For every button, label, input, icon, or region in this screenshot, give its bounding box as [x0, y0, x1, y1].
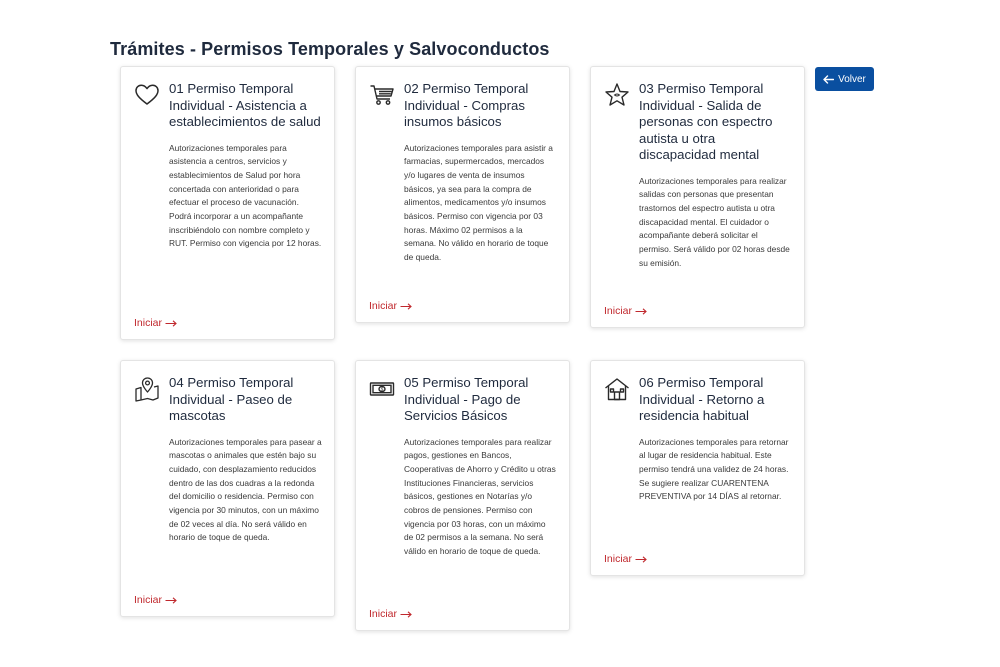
start-link-label: Iniciar	[369, 300, 398, 312]
permit-card-shopping	[355, 66, 570, 323]
permit-card-return-home	[590, 360, 805, 576]
start-link[interactable]	[604, 553, 647, 565]
arrow-right-icon	[400, 611, 412, 618]
start-link-label: Iniciar	[604, 305, 633, 317]
permit-card-payments	[355, 360, 570, 631]
start-link-label: Iniciar	[134, 317, 163, 329]
start-link[interactable]	[369, 300, 412, 312]
card-title: 03 Permiso Temporal Individual - Salida de personas con espectro autista u otra discapacidad mental	[639, 81, 773, 162]
card-title: 04 Permiso Temporal Individual - Paseo de mascotas	[169, 375, 294, 423]
permit-card-pets	[120, 360, 335, 617]
back-button[interactable]	[815, 67, 874, 91]
puzzle-star-icon	[604, 82, 630, 108]
banknote-icon	[369, 376, 395, 402]
arrow-right-icon	[635, 308, 647, 315]
permit-card-autism	[590, 66, 805, 328]
card-title: 05 Permiso Temporal Individual - Pago de Servicios Básicos	[404, 375, 529, 423]
start-link[interactable]	[369, 608, 412, 620]
card-description: Autorizaciones temporales para asistir a farmacias, supermercados, mercados y/o lugares de venta de insumos básicos, ya sea para la compra de alimentos, medicamentos y/o insumos básicos. Permiso con vigencia por 03 horas. Máximo 02 permisos a la semana. No válido en horario de toque de queda.	[404, 142, 553, 263]
start-link-label: Iniciar	[604, 553, 633, 565]
start-link-label: Iniciar	[134, 594, 163, 606]
start-link[interactable]	[134, 317, 177, 329]
card-title: 02 Permiso Temporal Individual - Compras insumos básicos	[404, 81, 529, 129]
house-icon	[604, 376, 630, 402]
heart-icon	[134, 82, 160, 108]
start-link[interactable]	[604, 305, 647, 317]
card-description: Autorizaciones temporales para realizar pagos, gestiones en Bancos, Cooperativas de Ahorro y Crédito u otras Instituciones Financieras, servicios básicos, gestiones en Notarías y/o cobros de pensiones. Permiso con vigencia por 03 horas, con un máximo de 02 permisos a la semana. No será válido en horario de toque de queda.	[404, 436, 556, 557]
svg-text:$: $	[380, 386, 384, 392]
card-description: Autorizaciones temporales para asistencia a centros, servicios y establecimientos de Salud por hora concertada con anterioridad o para efectuar el proceso de vacunación. Podrá incorporar a un acompañante inscribiéndolo con nombre completo y RUT. Permiso con vigencia por 12 horas.	[169, 142, 322, 249]
card-title: 06 Permiso Temporal Individual - Retorno a residencia habitual	[639, 375, 765, 423]
permit-card-health	[120, 66, 335, 340]
arrow-left-icon	[823, 75, 834, 84]
map-pin-icon	[134, 376, 160, 402]
card-description: Autorizaciones temporales para realizar salidas con personas que presentan trastornos del espectro autista u otra discapacidad mental. El cuidador o acompañante deberá solicitar el permiso. Será válido por 02 horas desde su emisión.	[639, 175, 790, 268]
start-link[interactable]	[134, 594, 177, 606]
arrow-right-icon	[635, 556, 647, 563]
start-link-label: Iniciar	[369, 608, 398, 620]
card-description: Autorizaciones temporales para retornar al lugar de residencia habitual. Este permiso tendrá una validez de 24 horas. Se sugiere realizar CUARENTENA PREVENTIVA por 14 DÍAS al retornar.	[639, 436, 789, 502]
page-title: Trámites - Permisos Temporales y Salvoconductos	[110, 39, 550, 59]
card-description: Autorizaciones temporales para pasear a mascotas o animales que estén bajo su cuidado, con desplazamiento reducidos dentro de las dos cuadras a la redonda del domicilio o residencia. Permiso con vigencia por 30 minutos, con un máximo de 02 veces al día. No será válido en horario de toque de queda.	[169, 436, 322, 543]
arrow-right-icon	[165, 320, 177, 327]
back-button-label: Volver	[838, 73, 866, 85]
shopping-cart-icon	[369, 82, 395, 108]
card-title: 01 Permiso Temporal Individual - Asistencia a establecimientos de salud	[169, 81, 321, 129]
arrow-right-icon	[400, 303, 412, 310]
arrow-right-icon	[165, 597, 177, 604]
